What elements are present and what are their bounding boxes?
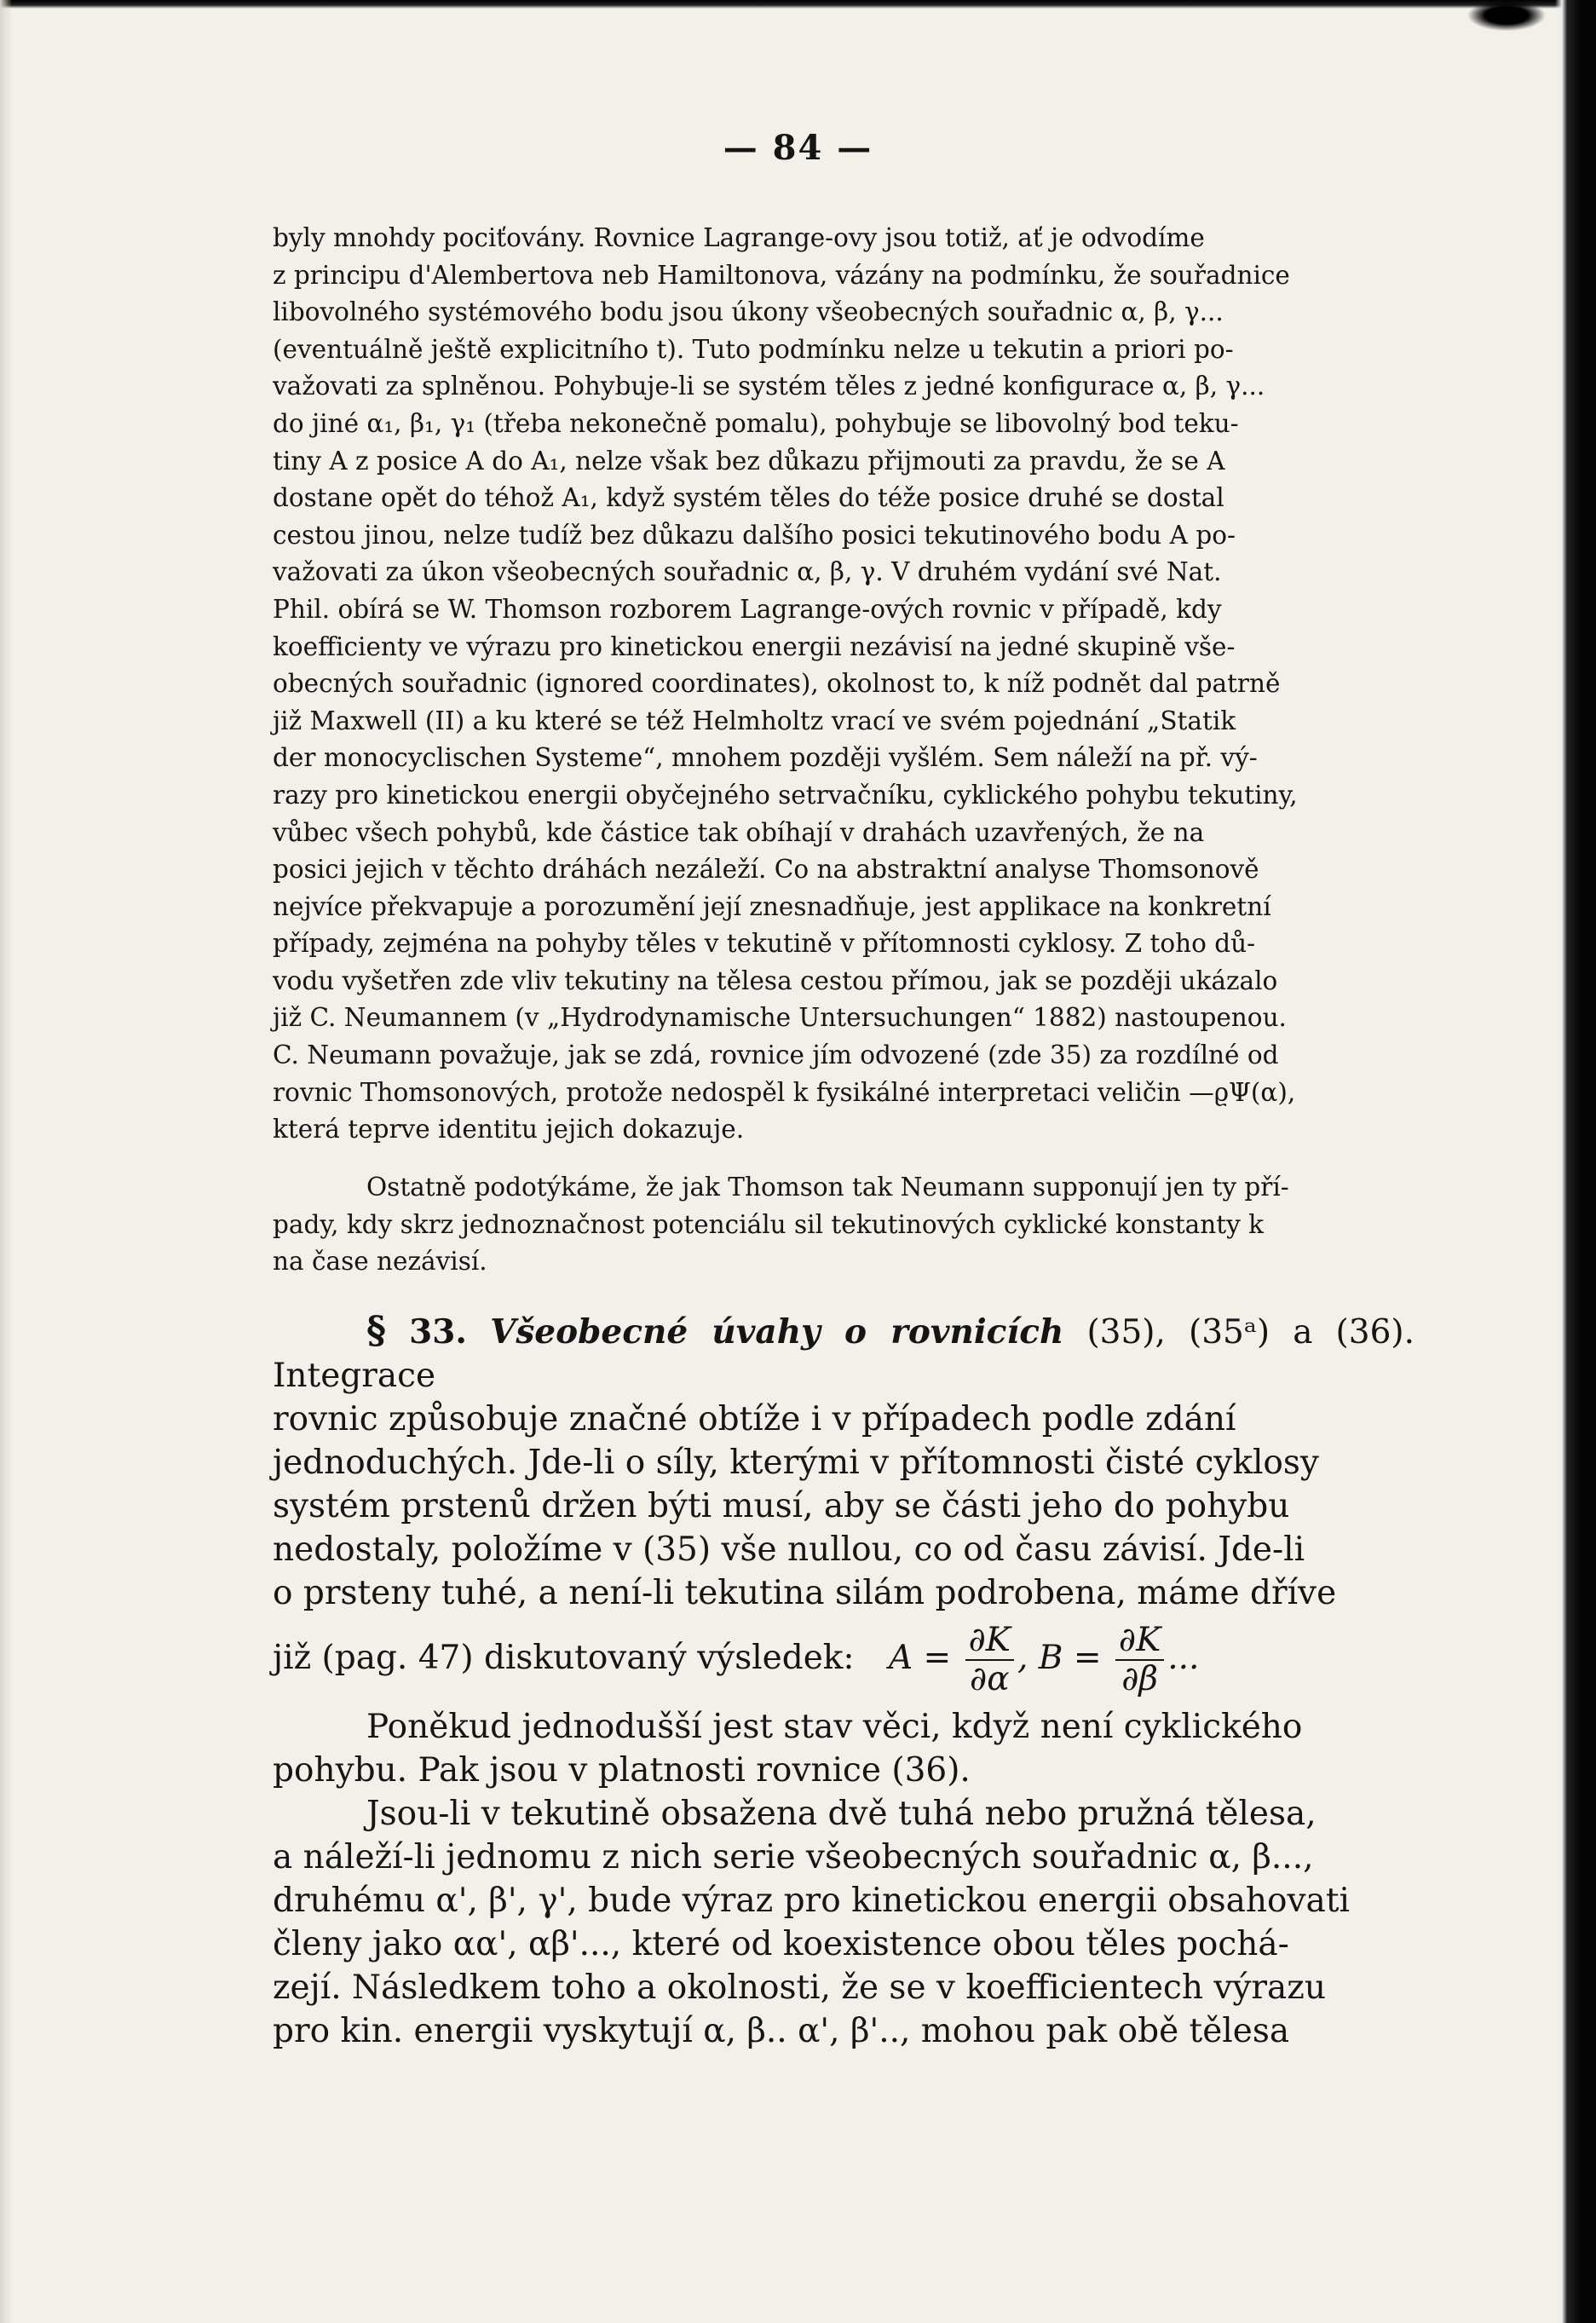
formula-ellipsis: ... [1167,1639,1200,1677]
intro-line: važovati za splněnou. Pohybuje-li se systém těles z jedné konfigurace α, β, γ... [273,372,1265,401]
intro-line: koefficienty ve výrazu pro kinetickou energii nezávisí na jedné skupině vše- [273,631,1236,661]
section-title-rest: (35), (35ᵃ) a (36). Integrace [273,1313,1415,1395]
intro-paragraph [273,220,1415,1149]
intro-line: nejvíce překvapuje a porozumění její znesnadňuje, jest applikace na konkretní [273,891,1271,921]
fraction-dk-dalpha [965,1622,1014,1698]
intro-line: cestou jinou, nelze tudíž bez důkazu dalšího posici tekutinového bodu A po- [273,520,1236,550]
intro-line: která teprve identitu jejich dokazuje. [273,1115,745,1144]
scan-corner-blot [1468,0,1545,31]
section-line: členy jako αα', αβ'..., které od koexistence obou těles pochá- [273,1925,1289,1963]
section-heading-line [273,1309,1415,1398]
note-line: pady, kdy skrz jednoznačnost potenciálu sil tekutinových cyklické konstanty k [273,1209,1265,1239]
formula-lead-text: již (pag. 47) diskutovaný výsledek: [273,1639,855,1677]
formula-lhs-b: B = [1038,1639,1102,1677]
intro-line: z principu d'Alembertova neb Hamiltonova, vázány na podmínku, že souřadnice [273,260,1290,290]
intro-line: dostane opět do téhož A₁, když systém těles do téže posice druhé se dostal [273,483,1224,513]
fraction-numerator: ∂K [1115,1622,1164,1661]
section-line: jednoduchých. Jde-li o síly, kterými v přítomnosti čisté cyklosy [273,1444,1319,1482]
intro-line: posici jejich v těchto dráhách nezáleží. Co na abstraktní analyse Thomsonově [273,855,1259,885]
fraction-dk-dbeta [1115,1622,1164,1698]
section-line: Jsou-li v tekutině obsažena dvě tuhá nebo pružná tělesa, [366,1795,1317,1833]
note-paragraph [273,1169,1415,1281]
intro-line: již C. Neumannem (v „Hydrodynamische Untersuchungen“ 1882) nastoupenou. [273,1003,1287,1033]
intro-line: vůbec všech pohybů, kde částice tak obíhají v drahách uzavřených, že na [273,817,1205,847]
intro-line: již Maxwell (II) a ku které se též Helmholtz vrací ve svém pojednání „Statik [273,706,1236,735]
intro-line: do jiné α₁, β₁, γ₁ (třeba nekonečně pomalu), pohybuje se libovolný bod teku- [273,408,1239,438]
fraction-denominator: ∂α [970,1660,1010,1698]
section-line: rovnic způsobuje značné obtíže i v případech podle zdání [273,1400,1236,1438]
section-line: nedostaly, položíme v (35) vše nullou, co od času závisí. Jde-li [273,1530,1305,1569]
intro-line: (eventuálně ještě explicitního t). Tuto podmínku nelze u tekutin a priori po- [273,334,1234,364]
formula [889,1622,1199,1698]
fraction-denominator: ∂β [1121,1660,1158,1698]
formula-lhs-a: A = [888,1639,952,1677]
intro-line: byly mnohdy pociťovány. Rovnice Lagrange-ovy jsou totiž, ať je odvodíme [273,223,1205,252]
intro-line: C. Neumann považuje, jak se zdá, rovnice jím odvozené (zde 35) za rozdílné od [273,1040,1279,1070]
intro-line: libovolného systémového bodu jsou úkony všeobecných souřadnic α, β, γ... [273,297,1224,327]
section-line: pohybu. Pak jsou v platnosti rovnice (36). [273,1751,971,1790]
intro-line: rovnic Thomsonových, protože nedospěl k fysikálné interpretaci veličin —ϱΨ(α), [273,1077,1296,1107]
formula-line [273,1622,1415,1698]
intro-line: tiny A z posice A do A₁, nelze však bez důkazu přijmouti za pravdu, že se A [273,446,1225,476]
section-line: o prsteny tuhé, a není-li tekutina silám podrobena, máme dříve [273,1574,1337,1612]
page-number: — 84 — [723,128,873,168]
section-line: druhému α', β', γ', bude výraz pro kinetickou energii obsahovati [273,1882,1350,1920]
section-line: systém prstenů držen býti musí, aby se části jeho do pohybu [273,1487,1290,1525]
section-line: Poněkud jednodušší jest stav věci, když není cyklického [366,1708,1303,1746]
formula-separator: , [1017,1639,1028,1677]
scan-edge-left [0,0,12,2323]
note-line: na čase nezávisí. [273,1247,487,1277]
intro-line: važovati za úkon všeobecných souřadnic α, β, γ. V druhém vydání své Nat. [273,557,1222,587]
intro-line: obecných souřadnic (ignored coordinates), okolnost to, k níž podnět dal patrně [273,669,1281,699]
section-symbol: § [366,1309,387,1352]
section-title: Všeobecné úvahy o rovnicích [490,1312,1064,1352]
intro-line: vodu vyšetřen zde vliv tekutiny na tělesa cestou přímou, jak se později ukázalo [273,966,1278,995]
intro-line: Phil. obírá se W. Thomson rozborem Lagrange-ových rovnic v případě, kdy [273,594,1222,624]
section-line: a náleží-li jednomu z nich serie všeobecných souřadnic α, β..., [273,1838,1314,1876]
section-line: pro kin. energii vyskytují α, β.. α', β'.., mohou pak obě tělesa [273,2012,1290,2050]
intro-line: der monocyclischen Systeme“, mnohem později vyšlém. Sem náleží na př. vý- [273,743,1258,773]
fraction-numerator: ∂K [965,1622,1014,1661]
section-33 [273,1309,1415,2053]
intro-line: případy, zejména na pohyby těles v tekutině v přítomnosti cyklosy. Z toho dů- [273,929,1256,959]
note-line: Ostatně podotýkáme, že jak Thomson tak Neumann supponují jen ty pří- [366,1173,1289,1202]
section-number: 33. [409,1312,467,1352]
section-line: zejí. Následkem toho a okolnosti, že se v koefficientech výrazu [273,1968,1326,2007]
scan-edge-right [1555,0,1596,2323]
intro-line: razy pro kinetickou energii obyčejného setrvačníku, cyklického pohybu tekutiny, [273,780,1298,810]
scan-edge-top [0,0,1596,9]
